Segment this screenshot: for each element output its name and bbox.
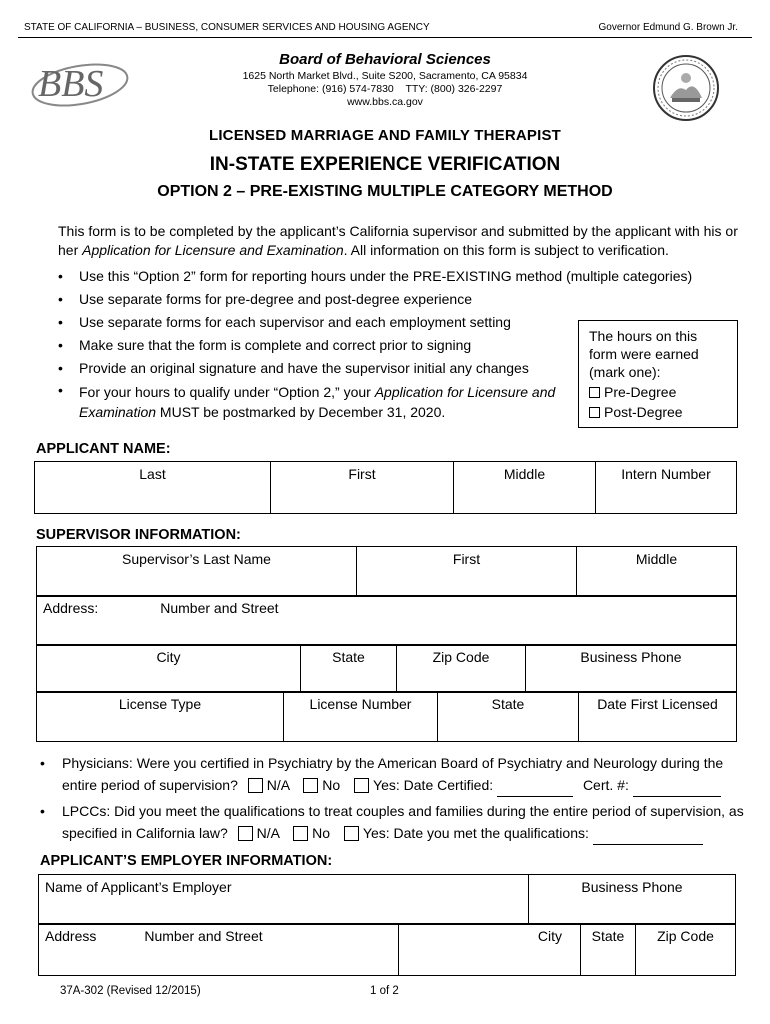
license-state-field[interactable]: State [438,692,579,742]
pre-degree-label: Pre-Degree [604,384,677,400]
lpcc-na-checkbox[interactable] [238,826,253,841]
hours-earned-box [578,320,738,428]
supervisor-row-3 [36,644,737,693]
intro-text-2: . All information on this form is subject to verification. [343,242,669,258]
bullet-icon: • [40,755,45,771]
physicians-yes-checkbox[interactable] [354,778,369,793]
physicians-question-text-2: entire period of supervision? [62,777,238,793]
employer-address-label: Address [45,928,97,944]
employer-address-field[interactable] [39,924,399,976]
bullet6-italic-1: Application for Licensure and [374,384,556,400]
lpcc-no-label: No [312,825,331,841]
intro-italic: Application for Licensure and Examination [82,242,344,258]
supervisor-first-name-field[interactable]: First [357,547,577,597]
lpcc-question-text-2: specified in California law? [62,825,228,841]
supervisor-phone-field[interactable]: Business Phone [526,645,737,693]
title-option: OPTION 2 – PRE-EXISTING MULTIPLE CATEGORY METHOD [157,183,613,200]
physicians-na-label: N/A [266,777,290,793]
employer-city-field[interactable]: City [399,924,581,976]
supervisor-address-sub: Number and Street [160,600,279,616]
page-number: 1 of 2 [370,985,399,997]
list-item: • Use separate forms for pre-degree and post-degree experience [58,288,692,311]
intro-text-1: This form is to be completed by the applicant’s California supervisor and submitted by the applicant with his or her [58,223,738,258]
board-phone: Telephone: (916) 574-7830 [267,83,394,95]
supervisor-address-row [36,595,737,646]
svg-text:BBS: BBS [38,63,104,105]
middle-name-field[interactable]: Middle [454,462,596,514]
intern-number-field[interactable]: Intern Number [596,462,737,514]
physicians-no-checkbox[interactable] [303,778,318,793]
list-item: • Use separate forms for each supervisor and each employment setting [58,311,692,334]
applicant-heading: APPLICANT NAME: [36,441,171,457]
last-name-field[interactable]: Last [35,462,271,514]
post-degree-option[interactable] [589,403,727,421]
list-item: • Use this “Option 2” form for reporting hours under the PRE-EXISTING method (multiple categories) [58,265,692,288]
title-license: LICENSED MARRIAGE AND FAMILY THERAPIST [208,127,562,144]
date-first-licensed-field[interactable]: Date First Licensed [579,692,737,742]
physicians-question-text: Physicians: Were you certified in Psychiatry by the American Board of Psychiatry and Neurology during the [62,755,724,771]
employer-zip-field[interactable]: Zip Code [636,924,736,976]
post-degree-checkbox[interactable] [589,407,600,418]
supervisor-last-name-field[interactable]: Supervisor’s Last Name [37,547,357,597]
supervisor-heading: SUPERVISOR INFORMATION: [36,527,241,543]
employer-name-field[interactable]: Name of Applicant’s Employer [39,875,529,925]
cert-number-field[interactable] [633,774,721,797]
license-type-field[interactable]: License Type [37,692,284,742]
supervisor-city-field[interactable]: City [37,645,301,693]
first-name-field[interactable]: First [271,462,454,514]
bullet6-text-2: MUST be postmarked by December 31, 2020. [156,404,446,420]
form-number: 37A-302 (Revised 12/2015) [60,985,201,997]
board-tty: TTY: (800) 326-2297 [405,83,503,95]
bullet-icon: • [40,803,45,819]
list-item: • Make sure that the form is complete and correct prior to signing [58,334,692,357]
cert-number-label: Cert. #: [582,777,629,793]
bullet6-italic-2: Examination [79,404,157,420]
hours-box-line-1: The hours on this [589,328,698,344]
supervisor-address-field[interactable] [37,596,737,646]
lpcc-question [40,800,744,845]
agency-name: STATE OF CALIFORNIA – BUSINESS, CONSUMER SERVICES AND HOUSING AGENCY [24,22,430,33]
supervisor-row-4 [36,691,737,742]
lpcc-no-checkbox[interactable] [293,826,308,841]
lpcc-yes-checkbox[interactable] [344,826,359,841]
supervisor-zip-field[interactable]: Zip Code [397,645,526,693]
employer-heading: APPLICANT’S EMPLOYER INFORMATION: [40,853,333,869]
board-name: Board of Behavioral Sciences [279,51,491,68]
hours-box-line-3: (mark one): [589,364,661,380]
supervisor-middle-name-field[interactable]: Middle [577,547,737,597]
employer-phone-field[interactable]: Business Phone [529,875,736,925]
license-number-field[interactable]: License Number [284,692,438,742]
lpcc-na-label: N/A [256,825,280,841]
list-item: • Provide an original signature and have the supervisor initial any changes [58,357,692,380]
physicians-no-label: No [322,777,341,793]
physicians-na-checkbox[interactable] [248,778,263,793]
supervisor-state-field[interactable]: State [301,645,397,693]
board-address: 1625 North Market Blvd., Suite S200, Sacramento, CA 95834 [242,70,528,82]
applicant-name-table [34,461,737,514]
governor-name: Governor Edmund G. Brown Jr. [598,22,738,33]
supervisor-row-1 [36,546,737,597]
title-form: IN-STATE EXPERIENCE VERIFICATION [209,154,561,175]
lpcc-yes-label: Yes: Date you met the qualifications: [362,825,589,841]
top-header-bar [18,18,752,38]
post-degree-label: Post-Degree [604,404,683,420]
employer-address-sub: Number and Street [144,928,263,944]
physicians-yes-label: Yes: Date Certified: [373,777,494,793]
lpcc-question-text: LPCCs: Did you meet the qualifications to treat couples and families during the entire period of supervision, as [62,803,744,819]
employer-state-field[interactable]: State [581,924,636,976]
hours-box-line-2: form were earned [589,346,699,362]
lpcc-date-field[interactable] [593,822,703,845]
employer-row-1 [38,874,736,925]
supervisor-address-label: Address: [43,600,99,616]
bullet6-text-1: For your hours to qualify under “Option 2,” your [79,384,375,400]
pre-degree-option[interactable] [589,383,727,401]
board-website[interactable]: www.bbs.ca.gov [347,96,423,108]
date-certified-field[interactable] [497,774,573,797]
employer-row-2 [38,923,736,976]
pre-degree-checkbox[interactable] [589,387,600,398]
physicians-question [40,752,723,797]
board-contact [0,83,770,95]
intro-paragraph [58,222,748,260]
